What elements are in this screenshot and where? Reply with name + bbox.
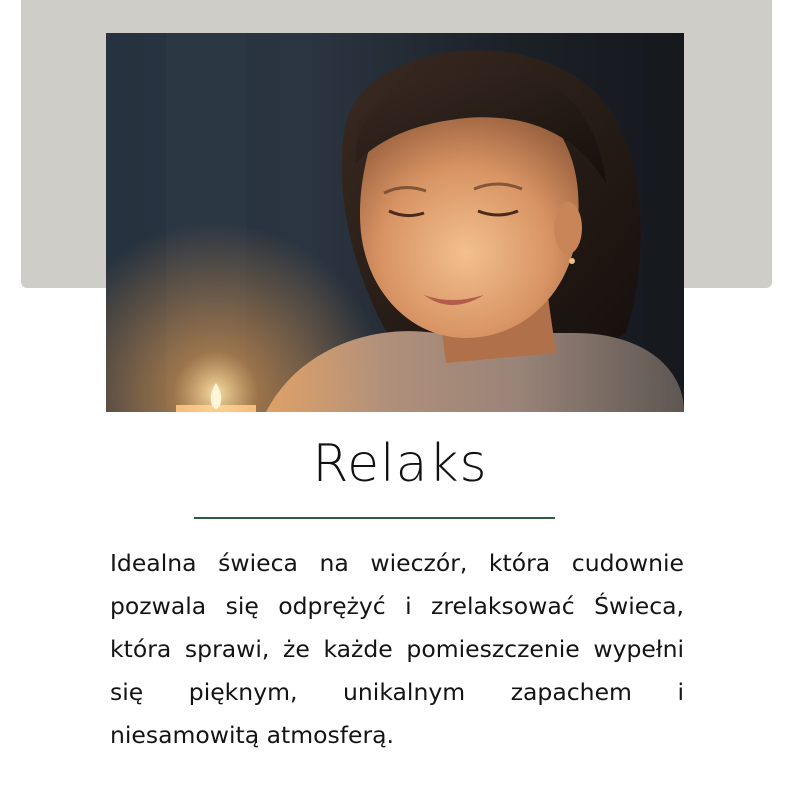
product-description: Idealna świeca na wieczór, która cudownie pozwala się odprężyć i zrelaksować Świeca, która sprawi, że każde pomieszczenie wypełni się pięknym, unikalnym zapachem i niesamowitą atmosferą. bbox=[110, 549, 684, 749]
title-divider bbox=[194, 517, 555, 519]
product-title: Relaks bbox=[312, 434, 488, 494]
woman-with-candle-photo bbox=[106, 33, 684, 412]
